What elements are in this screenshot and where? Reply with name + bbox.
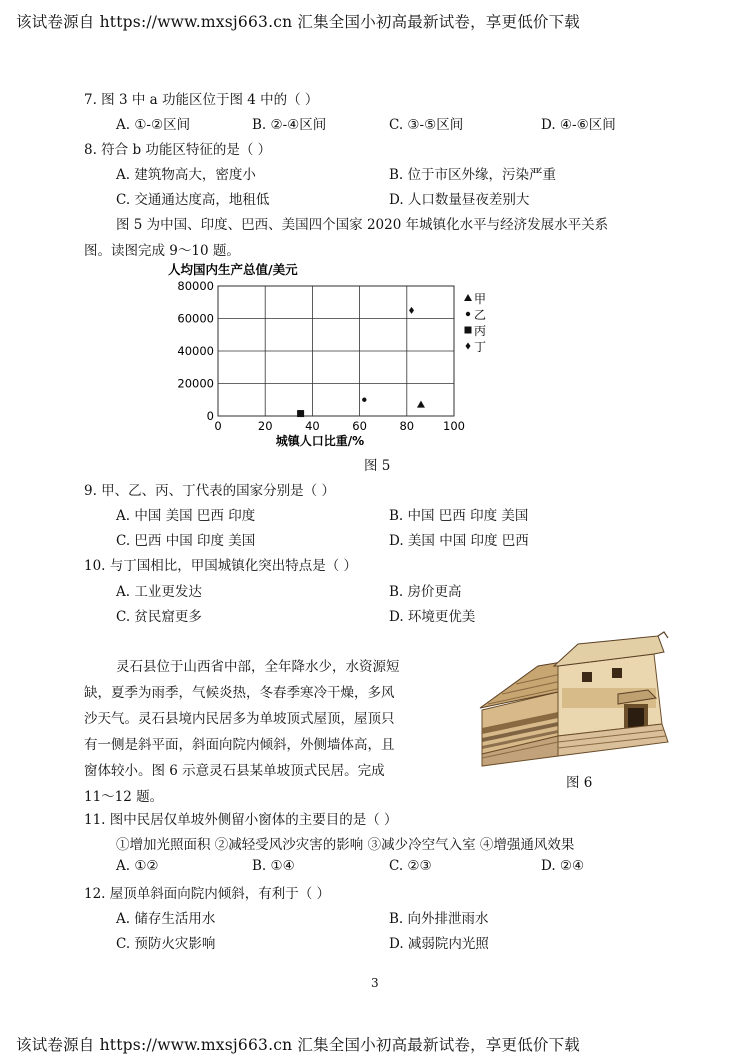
passage-line-2: 缺，夏季为雨季，气候炎热，冬春季寒冷干燥，多风	[84, 685, 395, 701]
x-tick-label: 0	[214, 419, 222, 433]
q7-option-a: A. ①-②区间	[116, 117, 191, 133]
q7-option-c: C. ③-⑤区间	[389, 117, 464, 133]
q11-option-d: D. ②④	[541, 858, 585, 874]
q12-option-b: B. 向外排泄雨水	[389, 911, 489, 927]
fig5-intro-line2: 图。读图完成 9～10 题。	[84, 243, 240, 259]
q8-option-d: D. 人口数量昼夜差别大	[389, 192, 530, 208]
q9-option-d: D. 美国 中国 印度 巴西	[389, 533, 529, 549]
passage-line-4: 有一侧是斜平面，斜面向院内倾斜，外侧墙体高，且	[84, 737, 395, 753]
chart-y-ticks	[177, 279, 214, 423]
data-point-triangle	[417, 401, 425, 408]
data-point-diamond	[409, 307, 414, 314]
question-12-stem: 12. 屋顶单斜面向院内倾斜，有利于（ ）	[84, 886, 331, 902]
q12-option-d: D. 减弱院内光照	[389, 936, 489, 952]
q8-option-c: C. 交通通达度高，地租低	[116, 192, 270, 208]
q12-option-a: A. 储存生活用水	[116, 911, 216, 927]
y-tick-label: 40000	[177, 344, 214, 358]
legend-marker-square	[465, 327, 472, 334]
legend-label: 丙	[474, 324, 487, 338]
q10-option-b: B. 房价更高	[389, 584, 462, 600]
passage-line-3: 沙天气。灵石县境内民居多为单坡顶式屋顶，屋顶只	[84, 711, 395, 727]
footer-banner: 该试卷源自 https://www.mxsj663.cn 汇集全国小初高最新试卷，享更低价下载	[16, 1036, 581, 1054]
q7-option-b: B. ②-④区间	[252, 117, 327, 133]
passage-line-6: 11～12 题。	[84, 789, 164, 805]
legend-label: 甲	[474, 292, 487, 306]
x-tick-label: 100	[443, 419, 465, 433]
passage-line-5: 窗体较小。图 6 示意灵石县某单坡顶式民居。完成	[84, 763, 385, 779]
chart-x-axis-label: 城镇人口比重/%	[275, 434, 365, 448]
x-tick-label: 20	[257, 419, 273, 433]
figure-6-caption: 图 6	[566, 775, 593, 791]
q11-option-b: B. ①④	[252, 858, 295, 874]
q9-option-b: B. 中国 巴西 印度 美国	[389, 508, 529, 524]
x-tick-label: 60	[352, 419, 367, 433]
q9-option-a: A. 中国 美国 巴西 印度	[116, 508, 256, 524]
y-tick-label: 20000	[177, 376, 214, 391]
question-10-stem: 10. 与丁国相比，甲国城镇化突出特点是（ ）	[84, 558, 358, 574]
q11-option-c: C. ②③	[389, 858, 432, 874]
q11-option-a: A. ①②	[116, 858, 159, 874]
question-8-stem: 8. 符合 b 功能区特征的是（ ）	[84, 142, 272, 158]
q7-option-d: D. ④-⑥区间	[541, 117, 616, 133]
data-point-circle	[362, 398, 366, 402]
chart-legend	[464, 292, 486, 354]
q10-option-d: D. 环境更优美	[389, 609, 476, 625]
x-tick-label: 80	[399, 419, 415, 433]
figure-5-caption: 图 5	[364, 458, 391, 474]
y-tick-label: 60000	[177, 311, 214, 326]
page-number: 3	[371, 976, 379, 990]
data-point-square	[297, 410, 304, 417]
y-tick-label: 80000	[177, 279, 214, 293]
legend-marker-diamond	[466, 343, 471, 350]
legend-marker-circle	[466, 312, 470, 316]
chart-title: 人均国内生产总值/美元	[168, 262, 298, 277]
q10-option-c: C. 贫民窟更多	[116, 609, 202, 625]
fig5-intro-line1: 图 5 为中国、印度、巴西、美国四个国家 2020 年城镇化水平与经济发展水平关系	[116, 217, 609, 233]
legend-label: 丁	[474, 340, 487, 354]
q12-option-c: C. 预防火灾影响	[116, 936, 216, 952]
figure-5-scatter-chart	[150, 258, 487, 448]
chart-x-ticks	[214, 419, 465, 433]
q8-option-b: B. 位于市区外缘，污染严重	[389, 167, 557, 183]
passage-line-1: 灵石县位于山西省中部，全年降水少，水资源短	[116, 659, 400, 675]
question-9-stem: 9. 甲、乙、丙、丁代表的国家分别是（ ）	[84, 483, 335, 499]
legend-marker-triangle	[464, 294, 472, 301]
figure-6-house-illustration	[478, 632, 672, 768]
legend-label: 乙	[474, 308, 487, 322]
q9-option-c: C. 巴西 中国 印度 美国	[116, 533, 256, 549]
q11-choices: ①增加光照面积 ②减轻受风沙灾害的影响 ③减少冷空气入室 ④增强通风效果	[116, 837, 575, 853]
chart-points	[297, 307, 425, 417]
question-11-stem: 11. 图中民居仅单坡外侧留小窗体的主要目的是（ ）	[84, 812, 398, 828]
header-banner: 该试卷源自 https://www.mxsj663.cn 汇集全国小初高最新试卷，享更低价下载	[16, 13, 581, 31]
q8-option-a: A. 建筑物高大，密度小	[116, 167, 256, 183]
question-7-stem: 7. 图 3 中 a 功能区位于图 4 中的（ ）	[84, 92, 319, 108]
chart-grid	[218, 286, 454, 416]
q10-option-a: A. 工业更发达	[116, 584, 202, 600]
y-tick-label: 0	[206, 409, 214, 423]
x-tick-label: 40	[305, 419, 320, 433]
